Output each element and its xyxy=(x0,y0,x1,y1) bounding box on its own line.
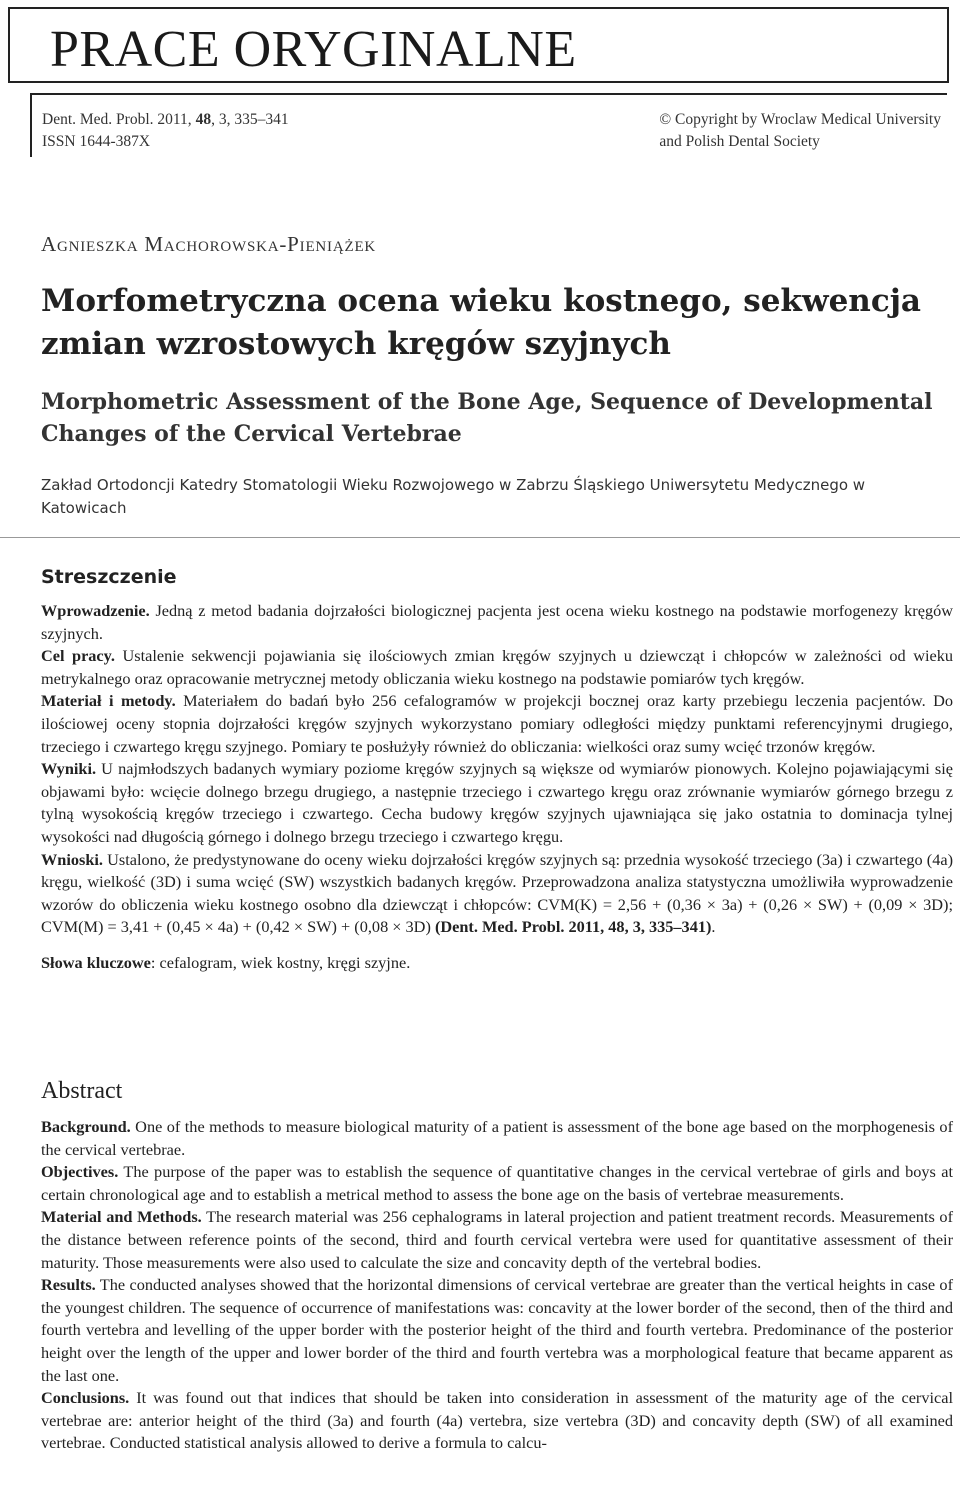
paragraph-background: Background. One of the methods to measure biological maturity of a patient is assessment of the bone age based on the morphogenesis of the cervical vertebrae. xyxy=(41,1117,953,1159)
copyright-line-2: and Polish Dental Society xyxy=(659,133,820,150)
abstract-body xyxy=(41,1116,953,1455)
issn: ISSN 1644-387X xyxy=(42,133,151,150)
streszczenie-body xyxy=(41,600,953,975)
section-title: PRACE ORYGINALNE xyxy=(50,21,577,78)
affiliation: Zakład Ortodoncji Katedry Stomatologii Wieku Rozwojowego w Zabrzu Śląskiego Uniwersytetu Medycznego w Katowicach xyxy=(41,476,866,517)
keywords: Słowa kluczowe: cefalogram, wiek kostny, kręgi szyjne. xyxy=(41,952,411,972)
streszczenie-heading: Streszczenie xyxy=(41,566,177,588)
paragraph-cel-pracy: Cel pracy. Ustalenie sekwencji pojawiania się ilościowych zmian kręgów szyjnych u dziewcząt i chłopców w zależności od wieku metrykalnego oraz opracowanie metrycznej metody obliczania wieku kostnego na podstawie pomiarów tych kręgów. xyxy=(41,646,953,688)
publication-meta xyxy=(30,93,947,157)
paragraph-results: Results. The conducted analyses showed that the horizontal dimensions of cervical vertebrae are greater than the vertical heights in case of the youngest children. The sequence of occurrence of manifestations was: concavity at the lower border of the second, then of the third and fourth vertebra and levelling of the upper border with the posterior height of the third and fourth vertebra. Predominance of the posterior height over the length of the upper and lower border of the third and fourth vertebra was a morphological feature that became apparent as the last one. xyxy=(41,1275,953,1385)
divider xyxy=(0,537,960,538)
citation-inline: (Dent. Med. Probl. 2011, 48, 3, 335–341) xyxy=(434,917,712,937)
paragraph-conclusions: Conclusions. It was found out that indices that should be taken into consideration in assessment of the maturity age of the cervical vertebrae are: anterior height of the third (3a) and fourth (4a) vertebra, size vertebra (3D) and concavity depth (SW) of all examined vertebrae. Conducted statistical analysis allowed to derive a formula to calcu- xyxy=(41,1388,953,1453)
abstract-heading: Abstract xyxy=(41,1078,123,1104)
paragraph-objectives: Objectives. The purpose of the paper was to establish the sequence of quantitative changes in the cervical vertebrae of girls and boys at certain chronological age and to establish a metrical method to assess the bone age on the basis of vertebrae measurements. xyxy=(41,1162,953,1204)
citation-block xyxy=(42,109,289,153)
title-english: Morphometric Assessment of the Bone Age, Sequence of Developmental Changes of the Cervical Vertebrae xyxy=(41,389,933,447)
section-banner xyxy=(8,7,949,83)
paragraph-wprowadzenie: Wprowadzenie. Jedną z metod badania dojrzałości biologicznej pacjenta jest ocena wieku kostnego na podstawie morfogenezy kręgów szyjnych. xyxy=(41,601,953,643)
paragraph-material-i-metody: Materiał i metody. Materiałem do badań było 256 cefalogramów w projekcji bocznej oraz karty przebiegu leczenia pacjentów. Do ilościowej oceny stopnia dojrzałości kręgów szyjnych wykorzystano pomiary odległości między punktami referencyjnymi drugiego, trzeciego i czwartego kręgu szyjnego. Pomiary te posłużyły również do obliczania: wielkości oraz sumy wcięć trzonów kręgów. xyxy=(41,691,954,756)
paragraph-material-and-methods: Material and Methods. The research material was 256 cephalograms in lateral projection and patient treatment records. Measurements of the distance between reference points of the second, third and fourth cervical vertebra were used for quantitative assessment of their maturity. Those measurements were also used to calculate the size and concavity depth of the vertebral bodies. xyxy=(41,1207,953,1272)
copyright-block xyxy=(659,109,941,153)
copyright-line-1: © Copyright by Wroclaw Medical University xyxy=(659,111,941,128)
paragraph-wyniki: Wyniki. U najmłodszych badanych wymiary poziome kręgów szyjnych są większe od wymiarów pionowych. Kolejno pojawiającymi się objawami było: wcięcie dolnego brzegu drugiego, a następnie trzeciego i czwartego kręgu oraz zrównanie wymiarów górnego brzegu z tylną wysokością kręgów trzeciego i czwartego. Cecha budowy kręgów szyjnych ujawniająca się jako ostatnia to dominacja tylnej wysokości nad długością górnego i dolnego brzegu trzeciego i czwartego kręgu. xyxy=(41,759,953,846)
author-name: Agnieszka Machorowska-Pieniążek xyxy=(41,232,377,256)
paragraph-wnioski: Wnioski. Ustalono, że predystynowane do oceny wieku dojrzałości kręgów szyjnych są: przednia wysokość trzeciego (3a) i czwartego (4a) kręgu, wielkość (3D) i suma wcięć (SW) wszystkich badanych kręgów. Przeprowadzona analiza statystyczna umożliwiła wyprowadzenie wzorów do obliczenia wieku kostnego osobno dla dziewcząt i chłopców: CVM(K) = 2,56 + (0,36 × 3a) + (0,26 × SW) + (0,09 × 3D); CVM(M) = 3,41 + (0,45 × 4a) + (0,42 × SW) + (0,08 × 3D) (Dent. Med. Probl. 2011, 48, 3, 335–341). xyxy=(41,849,953,937)
citation-volume: 48 xyxy=(195,111,212,128)
citation-line: Dent. Med. Probl. 2011, 48, 3, 335–341 xyxy=(42,111,289,128)
title-polish: Morfometryczna ocena wieku kostnego, sekwencja zmian wzrostowych kręgów szyjnych xyxy=(41,283,922,362)
